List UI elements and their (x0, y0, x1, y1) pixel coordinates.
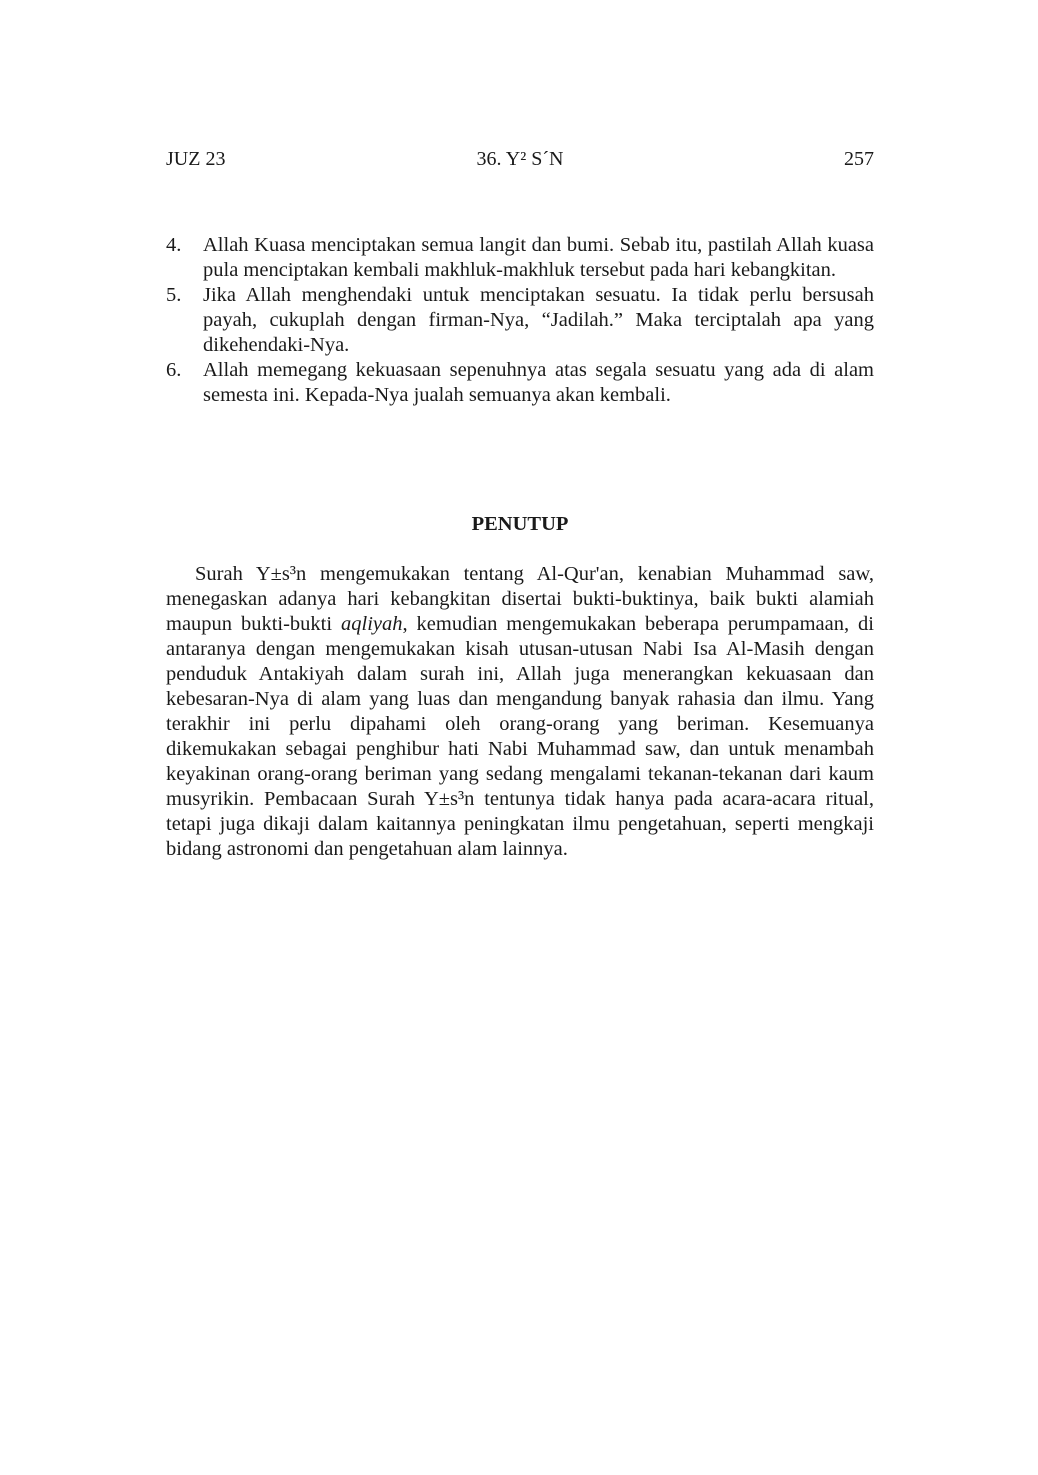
list-item (166, 358, 874, 408)
list-item-text: Allah memegang kekuasaan sepenuhnya atas segala sesuatu yang ada di alam semesta ini. Kepada-Nya jualah semuanya akan kembali. (203, 359, 874, 406)
list-item-text: Jika Allah menghendaki untuk menciptakan sesuatu. Ia tidak perlu bersusah payah, cukuplah dengan firman-Nya, “Jadilah.” Maka terciptalah apa yang dikehendaki-Nya. (203, 284, 874, 356)
list-item (166, 233, 874, 283)
list-item-number: 4. (166, 234, 182, 256)
section-title: PENUTUP (471, 513, 569, 535)
closing-paragraph (166, 562, 874, 862)
page-number: 257 (844, 148, 874, 170)
list-item-number: 6. (166, 359, 182, 381)
paragraph-text-part2: , kemudian mengemukakan beberapa perumpamaan, di antaranya dengan mengemukakan kisah utusan-utusan Nabi Isa Al-Masih dengan penduduk Antakiyah dalam surah ini, Allah juga menerangkan kekuasaan dan kebesaran-Nya di alam yang luas dan mengandung banyak rahasia dan ilmu. Yang terakhir ini perlu dipahami oleh orang-orang yang beriman. Kesemuanya dikemukakan sebagai penghibur hati Nabi Muhammad saw, dan untuk menambah keyakinan orang-orang beriman yang sedang mengalami tekanan-tekanan dari kaum musyrikin. Pembacaan Surah Y±s³n tentunya tidak hanya pada acara-acara ritual, tetapi juga dikaji dalam kaitannya peningkatan ilmu pengetahuan, seperti mengkaji bidang astronomi dan pengetahuan alam lainnya. (166, 613, 874, 860)
list-item (166, 283, 874, 358)
numbered-list (166, 233, 874, 408)
list-item-number: 5. (166, 284, 182, 306)
page-header (166, 146, 874, 172)
paragraph-text-part1: Surah Y±s³n mengemukakan tentang Al-Qur'an, kenabian Muhammad saw, menegaskan adanya hari kebangkitan disertai bukti-buktinya, baik bukti alamiah maupun bukti-bukti (166, 563, 874, 635)
paragraph-italic-term: aqliyah (341, 613, 403, 635)
list-item-text: Allah Kuasa menciptakan semua langit dan bumi. Sebab itu, pastilah Allah kuasa pula menciptakan kembali makhluk-makhluk tersebut pada hari kebangkitan. (203, 234, 874, 281)
juz-label: JUZ 23 (166, 148, 226, 170)
surah-title: 36. Y² S´N (476, 148, 564, 170)
